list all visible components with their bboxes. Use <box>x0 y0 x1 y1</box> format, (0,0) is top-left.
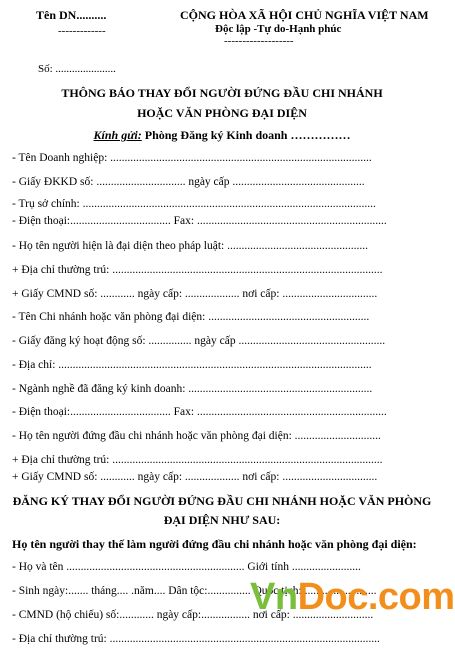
watermark-part3: .com <box>367 576 455 618</box>
field-permanent-address: + Địa chỉ thường trú: .............................................................................................. <box>12 264 383 276</box>
recipient-line <box>0 128 444 143</box>
field-replacement-id: - CMND (hộ chiếu) số:............ ngày cấp:................. nơi cấp: ............................ <box>12 609 374 621</box>
watermark-part1: Vn <box>250 576 298 618</box>
document-title-line1: THÔNG BÁO THAY ĐỔI NGƯỜI ĐỨNG ĐẦU CHI NHÁNH <box>61 86 383 100</box>
field-branch-phone-fax: - Điện thoại:................................... Fax: .................................................................. <box>12 406 387 418</box>
motto-divider: ------------------- <box>224 35 294 47</box>
field-phone-fax: - Điện thoại:................................... Fax: .................................................................. <box>12 215 387 227</box>
field-head-office: - Trụ sở chính: ...................................................................................................... <box>12 198 376 210</box>
field-company-name: - Tên Doanh nghiệp: ........................................................................................... <box>12 152 372 164</box>
field-replacement-address: - Địa chỉ thường trú: .............................................................................................. <box>12 633 380 645</box>
section-title-line2: ĐẠI DIỆN NHƯ SAU: <box>163 513 281 527</box>
field-replacement-birth: - Sinh ngày:....... tháng.... .năm.... Dân tộc:............... Quốc tịch: ......................... <box>12 585 377 597</box>
national-motto: Độc lập -Tự do-Hạnh phúc <box>215 23 342 35</box>
field-business-lines: - Ngành nghề đã đăng ký kinh doanh: ................................................................ <box>12 383 373 395</box>
field-legal-representative: - Họ tên người hiện là đại diện theo pháp luật: ................................................. <box>12 240 368 252</box>
field-operation-license: - Giấy đăng ký hoạt động số: ............... ngày cấp ................................................... <box>12 335 386 347</box>
recipient-text: Phòng Đăng ký Kinh doanh …………… <box>141 128 351 142</box>
replacement-heading: Họ tên người thay thế làm người đứng đầu chi nhánh hoặc văn phòng đại diện: <box>12 537 417 551</box>
document-number: Số: ...................... <box>38 63 116 75</box>
field-branch-head: - Họ tên người đứng đầu chi nhánh hoặc văn phòng đại diện: .............................. <box>12 430 381 442</box>
field-id-card: + Giấy CMND số: ............ ngày cấp: ................... nơi cấp: ................................. <box>12 288 378 300</box>
field-head-permanent-address: + Địa chỉ thường trú: .............................................................................................. <box>12 454 383 466</box>
country-name: CỘNG HÒA XÃ HỘI CHỦ NGHĨA VIỆT NAM <box>180 8 429 22</box>
field-business-license: - Giấy ĐKKD số: ............................... ngày cấp .............................................. <box>12 176 365 188</box>
field-address: - Địa chỉ: ............................................................................................................. <box>12 359 372 371</box>
field-replacement-name: - Họ và tên .............................................................. Giới tính ........................ <box>12 561 361 573</box>
org-name: Tên DN.......... <box>36 8 107 22</box>
recipient-label: Kính gửi: <box>93 128 142 142</box>
document-title-line2: HOẶC VĂN PHÒNG ĐẠI DIỆN <box>137 106 307 120</box>
field-branch-name: - Tên Chi nhánh hoặc văn phòng đại diện: ........................................................ <box>12 311 370 323</box>
section-title-line1: ĐĂNG KÝ THAY ĐỔI NGƯỜI ĐỨNG ĐẦU CHI NHÁNH HOẶC VĂN PHÒNG <box>12 494 432 508</box>
org-divider: ------------- <box>58 25 106 37</box>
watermark-part2: Doc <box>297 576 368 618</box>
field-head-id-card: + Giấy CMND số: ............ ngày cấp: ................... nơi cấp: ................................. <box>12 471 378 483</box>
